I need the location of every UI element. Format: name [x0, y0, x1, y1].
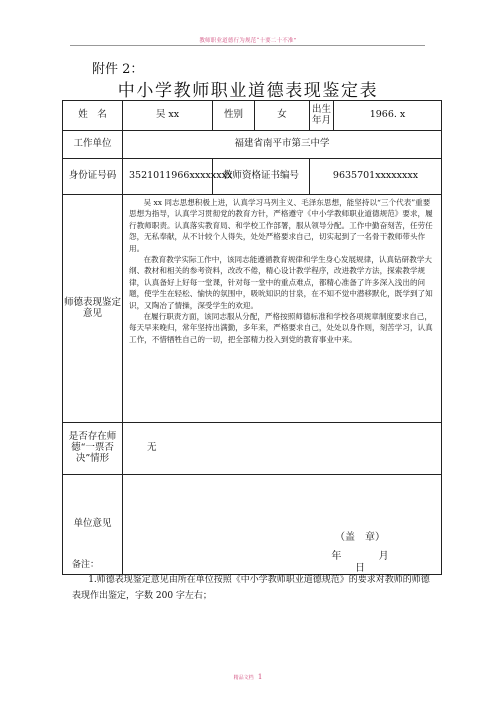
attachment-label: 附件 2：	[92, 62, 144, 77]
cert-number-value: 9635701xxxxxxxx	[310, 159, 442, 195]
date-year: 年	[331, 551, 342, 562]
row-veto	[63, 423, 442, 475]
notes	[72, 558, 436, 604]
evaluation-paragraph: 在教育教学实际工作中，该同志能遵循教育规律和学生身心发展规律，认真钻研教学大纲、教材和相关的参考资料，改改不倦，精心设计教学程序，改进教学方法，探索教学规律，认真备好上好每一堂课，针对每一堂中的重点难点，都精心准备了许多深入浅出的问题，使学生在轻松、愉快的氛围中，吸吮知识的甘泉，在不知不觉中潜移默化，既学到了知识，又陶冶了情操，深受学生的欢迎。	[129, 254, 433, 310]
page-footer	[0, 673, 496, 681]
id-number-label: 身份证号码	[63, 159, 123, 195]
name-value: 吴 xx	[123, 101, 213, 131]
header-note: 教师职业道德行为规范“十要二十不准”	[199, 38, 297, 44]
birth-value: 1966. x	[334, 101, 442, 131]
evaluation-text	[123, 195, 442, 423]
gender-value: 女	[255, 101, 310, 131]
row-workplace	[63, 131, 442, 159]
id-number-value: 3521011966xxxxxxxx	[123, 159, 213, 195]
date-day: 日	[355, 562, 365, 574]
workplace-label: 工作单位	[63, 131, 123, 159]
notes-heading: 备注：	[72, 560, 100, 570]
seal-placeholder: （盖 章）	[335, 532, 385, 543]
gender-label: 性别	[213, 101, 255, 131]
header-rule	[70, 45, 425, 46]
cert-number-label: 教师资格证书编号	[213, 159, 310, 195]
footer-prefix: 精品文档	[233, 675, 254, 681]
name-label: 姓 名	[63, 101, 123, 131]
row-ids	[63, 159, 442, 195]
appraisal-form	[62, 100, 442, 575]
veto-label: 是否存在师德“一票否决”情形	[63, 423, 123, 475]
row-basic-info	[63, 101, 442, 131]
evaluation-label: 师德表现鉴定意见	[63, 195, 123, 423]
evaluation-paragraph: 吴 xx 同志思想积极上进，认真学习马列主义、毛泽东思想，能坚持以“三个代表”重要思想为指导，认真学习贯彻党的教育方针，严格遵守《中小学教师职业道德规范》要求，履行教师职责。认真落实教育局、和学校工作部署，服从领导分配。工作中勤奋刻苦，任劳任怨，无私奉献，从不计较个人得失，处处严格要求自己，切实起到了一名骨干教师带头作用。	[129, 198, 433, 253]
row-evaluation	[63, 195, 442, 423]
note-item-1: 1.师德表现鉴定意见由所在单位按照《中小学教师职业道德规范》的要求对教师的师德表现作出鉴定，字数 200 字左右；	[72, 575, 430, 601]
birth-label: 出生年月	[310, 101, 334, 131]
page-title: 中小学教师职业道德表现鉴定表	[117, 81, 379, 101]
veto-value: 无	[123, 423, 442, 475]
date-month: 月	[378, 551, 389, 562]
workplace-value: 福建省南平市第三中学	[123, 131, 442, 159]
unit-opinion-label: 单位意见	[63, 475, 123, 575]
page-number: 1	[257, 673, 263, 681]
evaluation-paragraph: 在履行职责方面，该同志服从分配，严格按照师德标准和学校各项规章制度要求自己，每天早来晚归，常年坚持出满勤，多年来，严格要求自己，处处以身作则，刻苦学习，认真工作，不惜牺牲自己的一切，把全部精力投入到党的教育事业中来。	[129, 311, 433, 344]
